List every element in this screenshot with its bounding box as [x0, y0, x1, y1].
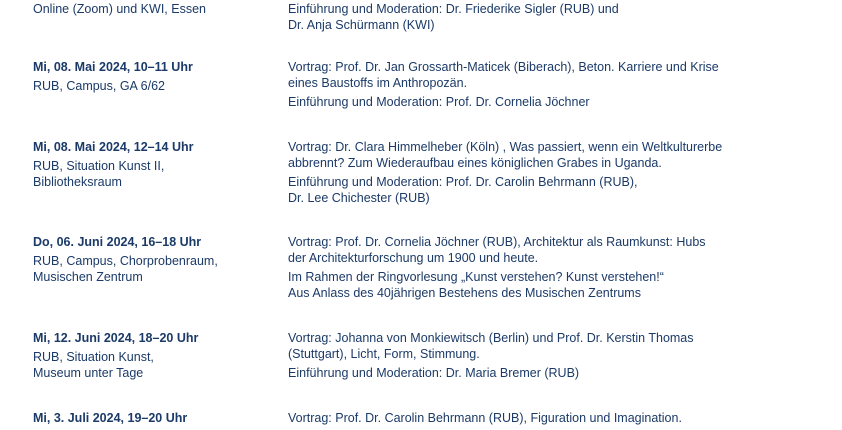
event-paragraph: [288, 269, 788, 301]
event-paragraph: [288, 365, 788, 381]
event-location-line: RUB, Situation Kunst,: [33, 350, 154, 364]
event-meta: [33, 234, 273, 285]
event-description: [288, 410, 788, 426]
event-text-line: Vortrag: Johanna von Monkiewitsch (Berlin) und Prof. Dr. Kerstin Thomas: [288, 331, 694, 345]
event-meta: [33, 59, 273, 94]
event-paragraph: [288, 139, 788, 171]
event-paragraph: [288, 94, 788, 110]
event-text-line: Vortrag: Prof. Dr. Jan Grossarth-Maticek (Biberach), Beton. Karriere und Krise: [288, 60, 719, 74]
event-date: Mi, 3. Juli 2024, 19–20 Uhr: [33, 411, 188, 425]
event-description: [288, 139, 788, 206]
event-date: Mi, 08. Mai 2024, 12–14 Uhr: [33, 140, 194, 154]
event-text-line: Dr. Lee Chichester (RUB): [288, 191, 430, 205]
event-paragraph: [288, 1, 788, 33]
event-date: Mi, 08. Mai 2024, 10–11 Uhr: [33, 60, 193, 74]
event-description: [288, 234, 788, 301]
event-meta: [33, 1, 273, 17]
event-paragraph: [288, 330, 788, 362]
event-text-line: Vortrag: Dr. Clara Himmelheber (Köln) , Was passiert, wenn ein Weltkulturerbe: [288, 140, 723, 154]
event-location-line: Museum unter Tage: [33, 366, 144, 380]
event-text-line: Im Rahmen der Ringvorlesung „Kunst verstehen? Kunst verstehen!“: [288, 270, 664, 284]
event-location-line: RUB, Campus, Chorprobenraum,: [33, 254, 218, 268]
event-date: Mi, 12. Juni 2024, 18–20 Uhr: [33, 331, 199, 345]
event-location-line: RUB, Situation Kunst II,: [33, 159, 165, 173]
event-text-line: (Stuttgart), Licht, Form, Stimmung.: [288, 347, 480, 361]
event-date: Do, 06. Juni 2024, 16–18 Uhr: [33, 235, 202, 249]
event-paragraph: [288, 59, 788, 91]
event-location-line: Musischen Zentrum: [33, 270, 143, 284]
event-text-line: Vortrag: Prof. Dr. Cornelia Jöchner (RUB), Architektur als Raumkunst: Hubs: [288, 235, 706, 249]
event-meta: [33, 139, 273, 190]
event-meta: [33, 330, 273, 381]
event-paragraph: [288, 410, 788, 426]
event-text-line: Vortrag: Prof. Dr. Carolin Behrmann (RUB), Figuration und Imagination.: [288, 411, 682, 425]
event-description: [288, 59, 788, 110]
event-text-line: Einführung und Moderation: Prof. Dr. Carolin Behrmann (RUB),: [288, 175, 638, 189]
event-location: [33, 253, 273, 285]
event-text-line: Einführung und Moderation: Prof. Dr. Cornelia Jöchner: [288, 95, 590, 109]
event-text-line: der Architekturforschung um 1900 und heute.: [288, 251, 539, 265]
event-text-line: Aus Anlass des 40jährigen Bestehens des Musischen Zentrums: [288, 286, 641, 300]
event-meta: [33, 410, 273, 429]
event-text-line: abbrennt? Zum Wiederaufbau eines königlichen Grabes in Uganda.: [288, 156, 662, 170]
event-description: [288, 330, 788, 381]
event-paragraph: [288, 234, 788, 266]
event-location: [33, 78, 273, 94]
event-location-line: Online (Zoom) und KWI, Essen: [33, 2, 206, 16]
event-location-line: RUB, Campus, GA 6/62: [33, 79, 166, 93]
event-location: [33, 1, 273, 17]
event-description: [288, 1, 788, 33]
event-text-line: eines Baustoffs im Anthropozän.: [288, 76, 468, 90]
event-text-line: Einführung und Moderation: Dr. Friederike Sigler (RUB) und: [288, 2, 619, 16]
event-paragraph: [288, 174, 788, 206]
event-location-line: Bibliotheksraum: [33, 175, 122, 189]
event-location: [33, 349, 273, 381]
event-location: [33, 158, 273, 190]
event-text-line: Einführung und Moderation: Dr. Maria Bremer (RUB): [288, 366, 580, 380]
event-text-line: Dr. Anja Schürmann (KWI): [288, 18, 435, 32]
